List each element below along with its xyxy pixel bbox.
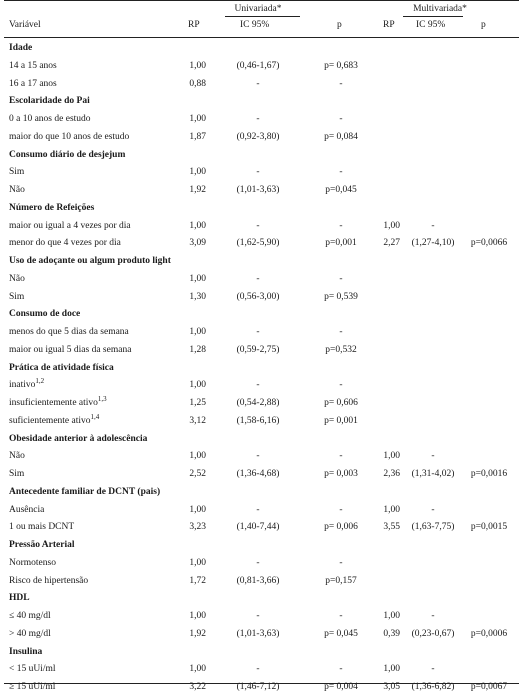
header-rule bbox=[4, 37, 519, 38]
group-header-multivariada: Multivariada* bbox=[413, 4, 467, 14]
cell-ic: (0,59-2,75) bbox=[236, 344, 280, 355]
cell-p: p= 0,001 bbox=[324, 415, 358, 426]
row-label-text: Idade bbox=[9, 43, 33, 53]
section-label bbox=[9, 308, 80, 320]
section-label bbox=[9, 42, 32, 54]
section-label bbox=[9, 202, 94, 214]
cell-rp2: 2,27 bbox=[383, 238, 400, 249]
cell-p: p= 0,084 bbox=[324, 131, 358, 142]
row-label bbox=[9, 113, 91, 125]
cell-ic2: - bbox=[431, 451, 435, 462]
row-label bbox=[9, 344, 131, 356]
table-row bbox=[0, 395, 521, 413]
cell-p: p=0,532 bbox=[325, 344, 357, 355]
cell-rp: 2,52 bbox=[189, 469, 206, 479]
row-label bbox=[9, 610, 51, 622]
row-label-text: 0 a 10 anos de estudo bbox=[9, 114, 91, 124]
table-row bbox=[0, 235, 521, 253]
section-heading-row bbox=[0, 253, 521, 271]
row-label-text: HDL bbox=[9, 593, 30, 604]
section-heading-row bbox=[0, 590, 521, 608]
row-label-text: Pressão Arterial bbox=[9, 540, 75, 550]
cell-ic: - bbox=[256, 114, 260, 124]
section-heading-row bbox=[0, 644, 521, 662]
cell-rp2: 1,00 bbox=[383, 664, 400, 675]
row-label bbox=[9, 60, 57, 72]
cell-rp: 1,30 bbox=[189, 291, 206, 302]
row-label-text: ≤ 40 mg/dl bbox=[9, 611, 51, 621]
row-label-text: Número de Refeições bbox=[9, 202, 95, 213]
cell-rp: 0,88 bbox=[189, 78, 206, 89]
cell-rp: 1,87 bbox=[189, 131, 206, 142]
table-row bbox=[0, 626, 521, 644]
table-row bbox=[0, 413, 521, 431]
section-label bbox=[9, 646, 42, 658]
cell-p: - bbox=[339, 273, 343, 284]
cell-p2: p=0,0016 bbox=[470, 469, 508, 479]
table-row bbox=[0, 164, 521, 182]
row-label-text: Sim bbox=[9, 469, 25, 479]
cell-p: - bbox=[339, 78, 343, 89]
cell-ic: (0,54-2,88) bbox=[236, 398, 280, 408]
cell-rp: 3,23 bbox=[189, 522, 206, 533]
row-label-text: Obesidade anterior à adolescência bbox=[9, 433, 148, 444]
cell-ic: (1,01-3,63) bbox=[236, 185, 280, 195]
cell-p: p= 0,539 bbox=[324, 291, 358, 302]
cell-ic: - bbox=[256, 504, 260, 515]
section-label bbox=[9, 592, 30, 604]
cell-p: p=0,045 bbox=[325, 185, 357, 195]
cell-rp: 3,22 bbox=[189, 682, 206, 692]
row-label bbox=[9, 237, 121, 249]
table-row bbox=[0, 182, 521, 200]
cell-rp: 1,25 bbox=[189, 398, 206, 408]
cell-rp2: 2,36 bbox=[383, 469, 400, 479]
section-heading-row bbox=[0, 147, 521, 165]
cell-rp: 1,00 bbox=[189, 167, 206, 178]
row-label-text: Não bbox=[9, 451, 25, 462]
section-label bbox=[9, 539, 75, 551]
cell-rp: 1,00 bbox=[189, 327, 206, 337]
cell-rp: 3,12 bbox=[189, 415, 206, 426]
row-label-text: Normotenso bbox=[9, 557, 56, 568]
cell-rp2: 3,55 bbox=[383, 522, 400, 533]
row-label bbox=[9, 131, 129, 143]
col-header-rp-multi: RP bbox=[383, 20, 395, 30]
row-label bbox=[9, 504, 44, 516]
cell-rp: 1,00 bbox=[189, 557, 206, 568]
table-row bbox=[0, 271, 521, 289]
cell-p: p=0,157 bbox=[325, 575, 357, 586]
cell-ic: (1,40-7,44) bbox=[236, 522, 280, 533]
cell-p: p= 0,683 bbox=[324, 60, 358, 71]
row-label-text: 14 a 15 anos bbox=[9, 60, 57, 71]
table-row bbox=[0, 448, 521, 466]
row-label bbox=[9, 273, 25, 285]
table-row bbox=[0, 555, 521, 573]
table-row bbox=[0, 608, 521, 626]
row-label-text: Consumo diário de desjejum bbox=[9, 149, 126, 160]
cell-ic: - bbox=[256, 380, 260, 391]
cell-rp: 1,00 bbox=[189, 380, 206, 391]
footnote-superscript: 1,4 bbox=[90, 412, 100, 421]
row-label-text: Sim bbox=[9, 167, 25, 178]
table-row bbox=[0, 58, 521, 76]
cell-rp2: 1,00 bbox=[383, 451, 400, 462]
cell-p: - bbox=[339, 664, 343, 675]
cell-p: - bbox=[339, 327, 343, 337]
table-row bbox=[0, 466, 521, 484]
cell-ic: - bbox=[256, 273, 260, 284]
cell-ic: - bbox=[256, 167, 260, 178]
row-label-text: insuficientemente ativo bbox=[9, 398, 98, 408]
cell-ic: - bbox=[256, 327, 260, 337]
cell-rp: 1,00 bbox=[189, 611, 206, 621]
table-row bbox=[0, 111, 521, 129]
row-label-text: inativo bbox=[9, 380, 36, 391]
row-label bbox=[9, 166, 24, 178]
table-row bbox=[0, 218, 521, 236]
row-label bbox=[9, 397, 107, 409]
univariada-rule bbox=[225, 16, 300, 17]
section-heading-row bbox=[0, 200, 521, 218]
row-label-text: Uso de adoçante ou algum produto light bbox=[9, 256, 171, 266]
section-label bbox=[9, 362, 114, 374]
cell-rp: 1,00 bbox=[189, 504, 206, 515]
section-heading-row bbox=[0, 484, 521, 502]
row-label-text: Risco de hipertensão bbox=[9, 575, 89, 586]
row-label-text: Não bbox=[9, 185, 25, 195]
cell-p: p= 0,004 bbox=[324, 682, 358, 692]
top-rule bbox=[4, 0, 519, 1]
row-label-text: Escolaridade do Pai bbox=[9, 96, 90, 107]
cell-ic2: (0,23-0,67) bbox=[411, 628, 455, 639]
cell-ic2: (1,63-7,75) bbox=[411, 522, 455, 533]
row-label-text: Antecedente familiar de DCNT (pais) bbox=[9, 486, 161, 497]
cell-ic: - bbox=[256, 78, 260, 89]
cell-rp2: 3,05 bbox=[383, 682, 400, 692]
section-label bbox=[9, 433, 147, 445]
table-row bbox=[0, 679, 521, 697]
cell-ic: (0,81-3,66) bbox=[236, 575, 280, 586]
row-label bbox=[9, 663, 56, 675]
cell-rp: 3,09 bbox=[189, 238, 206, 249]
cell-ic: (1,62-5,90) bbox=[236, 238, 280, 249]
row-label-text: Insulina bbox=[9, 646, 43, 657]
cell-p: - bbox=[339, 451, 343, 462]
cell-rp: 1,00 bbox=[189, 664, 206, 675]
row-label bbox=[9, 575, 88, 587]
cell-ic: - bbox=[256, 557, 260, 568]
row-label-text: Prática de atividade física bbox=[9, 362, 114, 373]
row-label bbox=[9, 468, 24, 480]
cell-p2: p=0,0015 bbox=[470, 522, 508, 533]
cell-ic: (1,46-7,12) bbox=[236, 682, 280, 692]
cell-p: p= 0,006 bbox=[324, 522, 358, 533]
row-label bbox=[9, 291, 24, 303]
col-header-ic: IC 95% bbox=[240, 20, 270, 30]
cell-p: - bbox=[339, 220, 343, 231]
col-header-p: p bbox=[337, 20, 342, 30]
cell-p: p= 0,606 bbox=[324, 398, 358, 408]
section-heading-row bbox=[0, 360, 521, 378]
cell-rp: 1,00 bbox=[189, 451, 206, 462]
bottom-rule bbox=[4, 683, 519, 684]
cell-rp2: 1,00 bbox=[383, 220, 400, 231]
section-heading-row bbox=[0, 537, 521, 555]
cell-p: - bbox=[339, 557, 343, 568]
cell-ic: (0,56-3,00) bbox=[236, 291, 280, 302]
row-label bbox=[9, 326, 129, 338]
section-label bbox=[9, 149, 125, 161]
table-row bbox=[0, 377, 521, 395]
cell-rp: 1,00 bbox=[189, 114, 206, 124]
row-label-text: > 40 mg/dl bbox=[9, 628, 51, 639]
cell-p2: p=0,0066 bbox=[470, 238, 508, 249]
row-label-text: ≥ 15 uUi/ml bbox=[9, 682, 56, 692]
cell-ic: - bbox=[256, 664, 260, 675]
cell-p: - bbox=[339, 167, 343, 178]
section-heading-row bbox=[0, 40, 521, 58]
cell-ic: (0,92-3,80) bbox=[236, 131, 280, 142]
multivariada-rule bbox=[403, 16, 463, 17]
cell-rp: 1,92 bbox=[189, 185, 206, 195]
cell-rp: 1,92 bbox=[189, 628, 206, 639]
row-label-text: Ausência bbox=[9, 504, 45, 515]
cell-rp: 1,00 bbox=[189, 273, 206, 284]
row-label-text: < 15 uUi/ml bbox=[9, 664, 56, 675]
row-label bbox=[9, 379, 44, 391]
cell-rp: 1,28 bbox=[189, 344, 206, 355]
row-label bbox=[9, 78, 57, 90]
cell-p: - bbox=[339, 114, 343, 124]
footnote-superscript: 1,3 bbox=[97, 395, 107, 403]
cell-p: p= 0,045 bbox=[324, 628, 358, 639]
cell-p2: p=0,0067 bbox=[470, 682, 508, 692]
table-row bbox=[0, 324, 521, 342]
row-label-text: menor do que 4 vezes por dia bbox=[9, 238, 121, 249]
table-row bbox=[0, 342, 521, 360]
cell-p: - bbox=[339, 611, 343, 621]
cell-rp: 1,00 bbox=[189, 60, 206, 71]
row-label bbox=[9, 521, 74, 533]
row-label-text: 1 ou mais DCNT bbox=[9, 522, 75, 533]
row-label-text: 16 a 17 anos bbox=[9, 78, 57, 89]
row-label-text: Consumo de doce bbox=[9, 309, 81, 320]
table-row bbox=[0, 661, 521, 679]
cell-p2: p=0,0006 bbox=[470, 628, 508, 639]
row-label bbox=[9, 450, 25, 462]
table-row bbox=[0, 289, 521, 307]
col-header-p-multi: p bbox=[481, 20, 486, 30]
table-row bbox=[0, 129, 521, 147]
cell-ic2: (1,31-4,02) bbox=[411, 469, 455, 479]
cell-ic: (1,36-4,68) bbox=[236, 469, 280, 479]
table-row bbox=[0, 519, 521, 537]
section-label bbox=[9, 255, 171, 267]
cell-rp2: 1,00 bbox=[383, 611, 400, 621]
cell-rp2: 1,00 bbox=[383, 504, 400, 515]
cell-p: - bbox=[339, 504, 343, 515]
cell-rp2: 0,39 bbox=[383, 628, 400, 639]
cell-ic: - bbox=[256, 611, 260, 621]
row-label-text: Sim bbox=[9, 291, 25, 302]
table-row bbox=[0, 76, 521, 94]
cell-rp: 1,00 bbox=[189, 220, 206, 231]
cell-p: p= 0,003 bbox=[324, 469, 358, 479]
row-label-text: maior ou igual 5 dias da semana bbox=[9, 344, 132, 355]
row-label bbox=[9, 628, 51, 640]
col-header-rp: RP bbox=[188, 20, 200, 30]
cell-ic2: - bbox=[431, 611, 435, 621]
table-row bbox=[0, 573, 521, 591]
section-label bbox=[9, 95, 90, 107]
table-row bbox=[0, 502, 521, 520]
cell-rp: 1,72 bbox=[189, 575, 206, 586]
row-label-text: maior do que 10 anos de estudo bbox=[9, 131, 130, 142]
section-label bbox=[9, 486, 160, 498]
row-label bbox=[9, 220, 131, 232]
cell-ic2: - bbox=[431, 664, 435, 675]
cell-p: p=0,001 bbox=[325, 238, 357, 249]
row-label-text: menos do que 5 dias da semana bbox=[9, 327, 129, 337]
row-label bbox=[9, 412, 100, 427]
cell-ic2: (1,27-4,10) bbox=[411, 238, 455, 249]
cell-p: - bbox=[339, 380, 343, 391]
group-header-univariada: Univariada* bbox=[234, 4, 282, 14]
row-label-text: maior ou igual a 4 vezes por dia bbox=[9, 220, 131, 231]
section-heading-row bbox=[0, 93, 521, 111]
col-header-variavel: Variável bbox=[9, 20, 41, 30]
section-heading-row bbox=[0, 431, 521, 449]
cell-ic: (1,01-3,63) bbox=[236, 628, 280, 639]
footnote-superscript: 1,2 bbox=[35, 377, 45, 386]
cell-ic2: - bbox=[431, 504, 435, 515]
row-label-text: Não bbox=[9, 273, 25, 284]
cell-ic: - bbox=[256, 451, 260, 462]
cell-ic2: - bbox=[431, 220, 435, 231]
row-label-text: suficientemente ativo bbox=[9, 415, 91, 426]
cell-ic: - bbox=[256, 220, 260, 231]
cell-ic: (0,46-1,67) bbox=[236, 60, 280, 71]
cell-ic2: (1,36-6,82) bbox=[411, 682, 455, 692]
col-header-ic-multi: IC 95% bbox=[416, 20, 446, 30]
cell-ic: (1,58-6,16) bbox=[236, 415, 280, 426]
section-heading-row bbox=[0, 306, 521, 324]
row-label bbox=[9, 557, 56, 569]
row-label bbox=[9, 184, 25, 196]
